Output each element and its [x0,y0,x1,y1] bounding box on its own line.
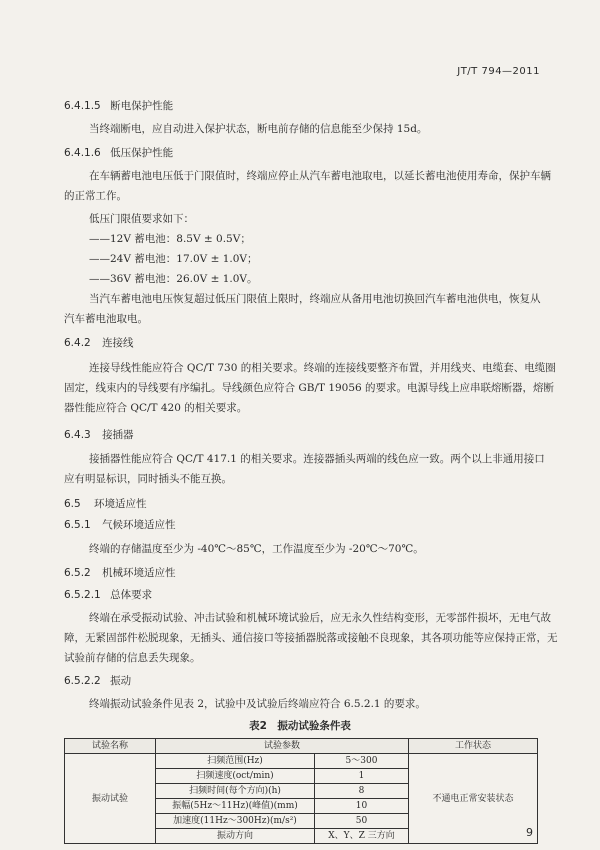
table-row [65,754,538,769]
section-number: 6.4.1.5 [64,100,101,112]
paragraph-line: 接插器性能应符合 QC/T 417.1 的相关要求。连接器插头两端的线色应一致。两个以上非通用接口 [89,453,545,465]
section-number: 6.4.3 [64,429,91,441]
paragraph: 当终端断电，应自动进入保护状态，断电前存储的信息能至少保持 15d。 [89,123,428,135]
header-test-params: 试验参数 [156,739,409,754]
paragraph-line: 应有明显标识，同时插头不能互换。 [64,473,232,485]
table-title: 表2 振动试验条件表 [249,720,351,732]
section-number: 6.5.2.2 [64,675,101,687]
paragraph: 终端振动试验条件见表 2，试验中及试验后终端应符合 6.5.2.1 的要求。 [89,698,426,710]
table-header-row [65,739,538,754]
section-heading-652 [64,566,176,580]
paragraph-line: 汽车蓄电池取电。 [64,313,148,325]
section-number: 6.4.2 [64,337,91,349]
header-work-state: 工作状态 [409,739,538,754]
vibration-test-table [64,738,538,844]
paragraph-line: 固定，线束内的导线要有序编扎。导线颜色应符合 GB/T 19056 的要求。电源导线上应串联熔断器，熔断 [64,382,555,394]
paragraph-line: 终端在承受振动试验、冲击试验和机械环境试验后，应无永久性结构变形，无零部件损坏，无电气故 [89,612,551,624]
paragraph-line: 连接导线性能应符合 QC/T 730 的相关要求。终端的连接线要整齐布置，并用线夹、电缆套、电缆圈 [89,362,556,374]
section-heading-643 [64,428,134,442]
section-title: 连接线 [102,337,134,349]
paragraph: 终端的存储温度至少为 -40℃～85℃，工作温度至少为 -20℃～70℃。 [89,543,424,555]
page-number: 9 [526,826,533,839]
section-number: 6.5 [64,498,81,510]
param-cell: 振幅(5Hz～11Hz)(峰值)(mm) [156,799,315,814]
list-item-12v: ——12V 蓄电池：8.5V ± 0.5V； [89,233,251,245]
value-cell: 8 [315,784,409,799]
value-cell: 50 [315,814,409,829]
list-item-24v: ——24V 蓄电池：17.0V ± 1.0V； [89,253,258,265]
section-heading-6416 [64,146,173,160]
test-name-cell: 振动试验 [65,754,156,844]
value-cell: X、Y、Z 三方向 [315,829,409,844]
section-heading-651 [64,518,176,532]
paragraph-line: 试验前存储的信息丢失现象。 [64,652,201,664]
paragraph-line: 当汽车蓄电池电压恢复超过低压门限值上限时，终端应从备用电池切换回汽车蓄电池供电，恢复从 [89,293,541,305]
section-title: 低压保护性能 [110,147,174,159]
section-heading-6522 [64,674,131,688]
section-number: 6.5.1 [64,519,91,531]
section-title: 振动 [110,675,132,687]
section-number: 6.5.2.1 [64,589,101,601]
paragraph-line: 器性能应符合 QC/T 420 的相关要求。 [64,402,248,414]
section-title: 断电保护性能 [110,100,174,112]
paragraph-line: 障，无紧固部件松脱现象，无插头、通信接口等接插器脱落或接触不良现象，其各项功能等应保持正常，无 [64,632,558,644]
section-heading-65 [64,497,147,511]
section-title: 气候环境适应性 [102,519,176,531]
section-heading-6415 [64,99,173,113]
paragraph-line: 在车辆蓄电池电压低于门限值时，终端应停止从汽车蓄电池取电，以延长蓄电池使用寿命，保护车辆 [89,170,551,182]
section-title: 总体要求 [110,589,153,601]
section-title: 机械环境适应性 [102,567,176,579]
section-title: 环境适应性 [94,498,147,510]
section-number: 6.5.2 [64,567,91,579]
section-title: 接插器 [102,429,134,441]
param-cell: 扫频速度(oct/min) [156,769,315,784]
header-test-name: 试验名称 [65,739,156,754]
param-cell: 扫频范围(Hz) [156,754,315,769]
list-intro: 低压门限值要求如下： [89,213,194,225]
standard-code: JT/T 794—2011 [457,66,540,77]
param-cell: 扫频时间(每个方向)(h) [156,784,315,799]
param-cell: 加速度(11Hz～300Hz)(m/s²) [156,814,315,829]
section-number: 6.4.1.6 [64,147,101,159]
value-cell: 10 [315,799,409,814]
value-cell: 1 [315,769,409,784]
paragraph-line: 的正常工作。 [64,190,127,202]
param-cell: 振动方向 [156,829,315,844]
section-heading-6521 [64,588,152,602]
work-state-cell: 不通电正常安装状态 [409,754,538,844]
list-item-36v: ——36V 蓄电池：26.0V ± 1.0V。 [89,273,258,285]
section-heading-642 [64,336,134,350]
value-cell: 5～300 [315,754,409,769]
